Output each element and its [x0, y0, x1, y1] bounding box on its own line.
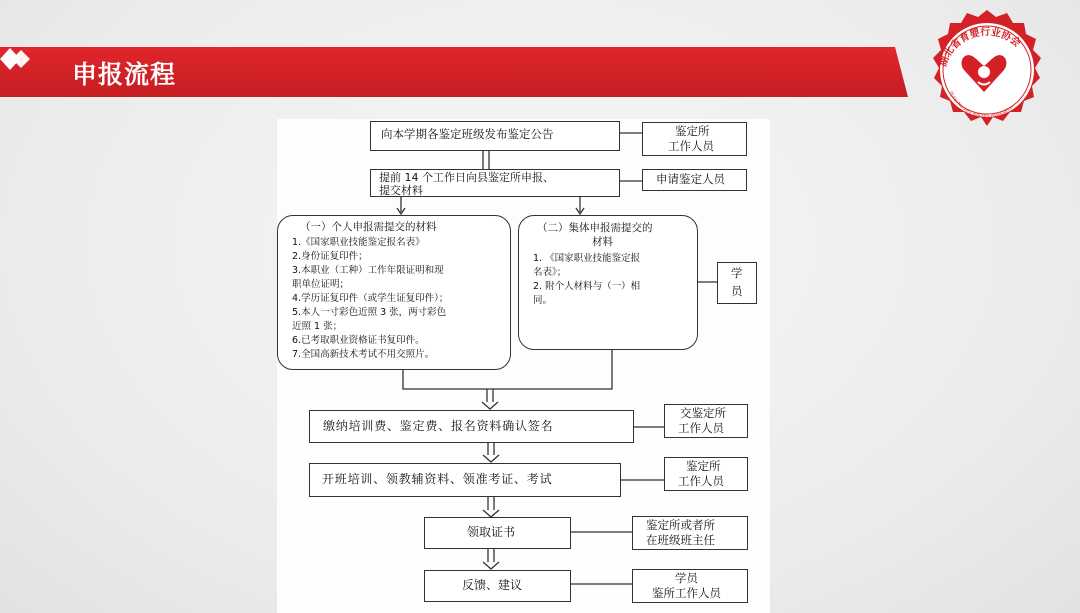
group-item: 同。 — [533, 295, 553, 306]
side-staff-5-line1: 鉴定所或者所 — [646, 518, 715, 532]
step-training — [309, 463, 621, 497]
side-applicant — [642, 169, 747, 191]
side-staff-5 — [632, 516, 748, 550]
step-training-text: 开班培训、领教辅资料、领准考证、考试 — [322, 472, 553, 486]
individual-item: 1.《国家职业技能鉴定报名表》 — [292, 237, 425, 248]
side-staff-4-line1: 鉴定所 — [686, 459, 721, 473]
individual-item: 5.本人一寸彩色近照 3 张，两寸彩色 — [292, 307, 447, 318]
step-certificate-text: 领取证书 — [467, 525, 516, 539]
group-title-line1: （二）集体申报需提交的 — [537, 222, 653, 234]
side-staff-5-line2: 在班级班主任 — [646, 533, 715, 547]
flowchart-sheet — [277, 119, 770, 613]
step-feedback — [424, 570, 571, 602]
step-announce — [370, 121, 620, 151]
individual-item: 6.已考取职业资格证书复印件。 — [292, 335, 425, 346]
step-payment — [309, 410, 634, 443]
individual-item: 7.全国高新技术考试不用交照片。 — [292, 349, 435, 360]
step-apply-line2: 提交材料 — [379, 184, 423, 197]
side-staff-3-line1: 交鉴定所 — [680, 406, 726, 420]
side-student — [717, 262, 757, 304]
header-banner — [0, 47, 930, 97]
side-staff-4-line2: 工作人员 — [678, 474, 724, 488]
individual-item: 职单位证明； — [292, 279, 350, 290]
logo-subtext: Hubei Nursery Industry Association — [948, 90, 1015, 120]
side-student-line1: 学 — [731, 266, 743, 280]
step-apply — [370, 169, 620, 197]
step-certificate — [424, 517, 571, 549]
side-staff-3-line2: 工作人员 — [678, 421, 724, 435]
group-item: 2. 附个人材料与（一）相 — [533, 281, 641, 292]
side-staff-6-line1: 学员 — [675, 571, 698, 585]
side-staff-6-line2: 鉴所工作人员 — [652, 586, 721, 600]
side-student-line2: 员 — [731, 284, 743, 298]
step-announce-text: 向本学期各鉴定班级发布鉴定公告 — [381, 127, 554, 141]
logo-name: 湖北省育婴行业协会 — [937, 26, 1023, 69]
diamond-icon — [0, 47, 34, 71]
group-item: 1. 《国家职业技能鉴定报 — [533, 253, 641, 264]
side-staff-1-line1: 鉴定所 — [675, 124, 710, 138]
individual-item: 近照 1 张； — [292, 321, 343, 332]
individual-item: 3.本职业（工种）工作年限证明和现 — [292, 265, 444, 276]
side-staff-1-line2: 工作人员 — [668, 139, 714, 153]
side-staff-6 — [632, 569, 748, 603]
step-payment-text: 缴纳培训费、鉴定费、报名资料确认签名 — [323, 419, 554, 433]
step-apply-line1: 提前 14 个工作日向县鉴定所申报、 — [379, 171, 554, 184]
group-title-line2: 材料 — [592, 236, 613, 248]
association-logo — [922, 8, 1052, 138]
side-staff-3 — [664, 404, 748, 438]
individual-item: 2.身份证复印件； — [292, 251, 368, 262]
individual-materials-box — [277, 215, 511, 370]
step-feedback-text: 反馈、建议 — [462, 578, 523, 592]
side-applicant-text: 申请鉴定人员 — [656, 172, 725, 186]
side-staff-4 — [664, 457, 748, 491]
group-item: 名表》； — [533, 267, 567, 278]
side-staff-1 — [642, 122, 747, 156]
group-materials-box — [518, 215, 698, 350]
individual-item: 4.学历证复印件（或学生证复印件）； — [292, 293, 449, 304]
page-title: 申报流程 — [72, 60, 177, 89]
individual-title: （一）个人申报需提交的材料 — [300, 221, 437, 233]
